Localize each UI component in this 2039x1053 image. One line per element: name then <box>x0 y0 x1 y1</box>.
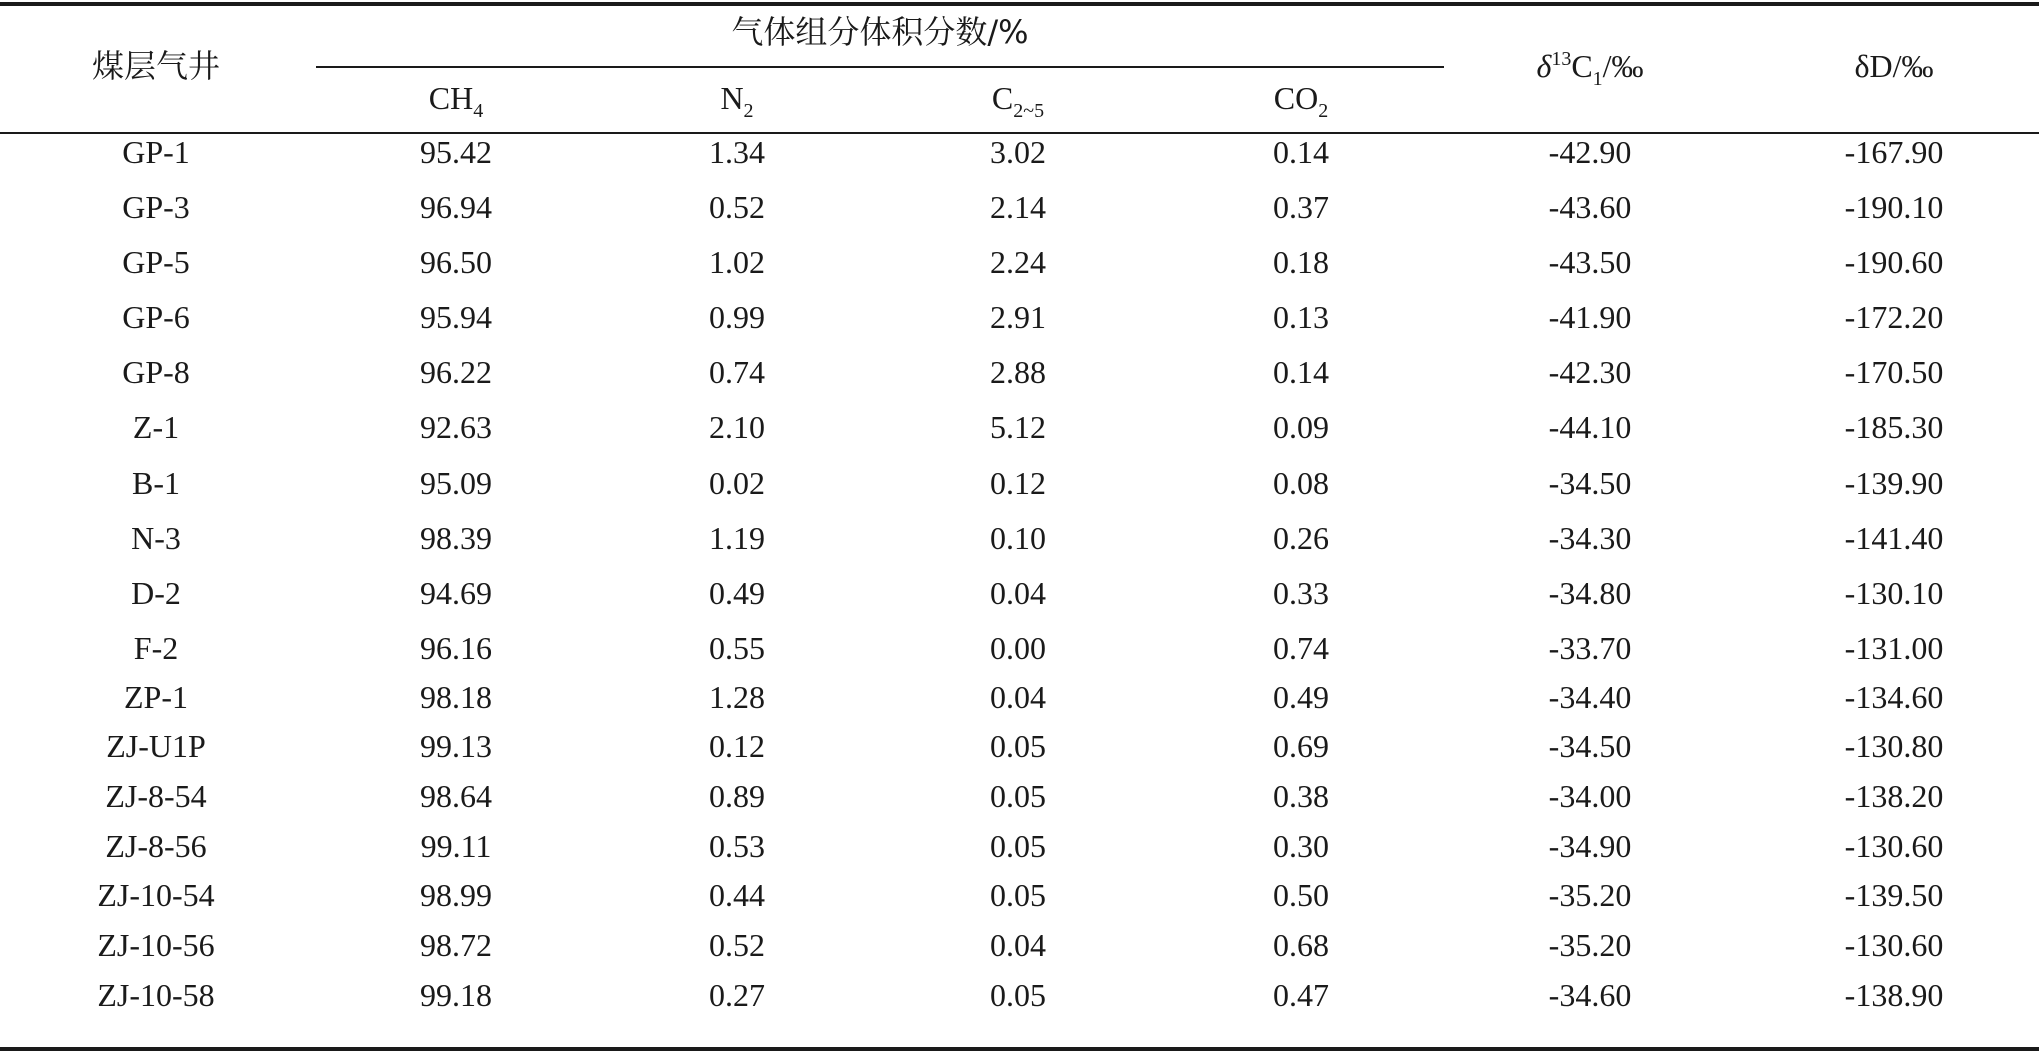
cell-deltad: -130.60 <box>1844 927 1944 963</box>
cell-ch4: 92.63 <box>420 409 492 445</box>
cell-c2-5: 0.04 <box>990 679 1046 715</box>
cell-well: ZJ-10-56 <box>97 927 215 963</box>
cell-deltad: -190.10 <box>1844 189 1944 225</box>
cell-delta13c1: -34.00 <box>1548 778 1632 814</box>
cell-deltad: -139.90 <box>1844 465 1944 501</box>
cell-ch4: 98.72 <box>420 927 492 963</box>
cell-delta13c1: -43.60 <box>1548 189 1632 225</box>
cell-c2-5: 0.10 <box>990 520 1046 556</box>
cell-well: GP-6 <box>122 299 190 335</box>
cell-co2: 0.26 <box>1273 520 1329 556</box>
cell-well: Z-1 <box>132 409 180 445</box>
header-co2: $CO_2$ <box>1273 80 1329 122</box>
cell-deltad: -141.40 <box>1844 520 1944 556</box>
cell-n2: 1.28 <box>709 679 765 715</box>
cell-n2: 0.27 <box>709 977 765 1013</box>
cell-n2: 0.49 <box>709 575 765 611</box>
header-n2: $N_2$ <box>720 80 754 122</box>
cell-ch4: 95.09 <box>420 465 492 501</box>
table-bottom-rule <box>0 1047 2039 1051</box>
cell-well: B-1 <box>132 465 180 501</box>
cell-n2: 0.52 <box>709 189 765 225</box>
cell-c2-5: 0.05 <box>990 778 1046 814</box>
cell-well: ZJ-8-54 <box>105 778 207 814</box>
cell-co2: 0.74 <box>1273 630 1329 666</box>
cell-n2: 0.52 <box>709 927 765 963</box>
header-c2-5: $C_{2\sim 5}$ <box>991 80 1045 122</box>
cell-co2: 0.37 <box>1273 189 1329 225</box>
cell-delta13c1: -41.90 <box>1548 299 1632 335</box>
cell-delta13c1: -44.10 <box>1548 409 1632 445</box>
cell-ch4: 94.69 <box>420 575 492 611</box>
cell-deltad: -130.10 <box>1844 575 1944 611</box>
table-top-rule <box>0 2 2039 6</box>
cell-co2: 0.08 <box>1273 465 1329 501</box>
cell-ch4: 96.50 <box>420 244 492 280</box>
cell-co2: 0.38 <box>1273 778 1329 814</box>
cell-c2-5: 0.12 <box>990 465 1046 501</box>
cell-ch4: 98.39 <box>420 520 492 556</box>
cell-co2: 0.47 <box>1273 977 1329 1013</box>
cell-c2-5: 3.02 <box>990 134 1046 170</box>
cell-well: GP-8 <box>122 354 190 390</box>
cell-n2: 0.99 <box>709 299 765 335</box>
cell-c2-5: 0.05 <box>990 877 1046 913</box>
cell-deltad: -138.20 <box>1844 778 1944 814</box>
cell-delta13c1: -43.50 <box>1548 244 1632 280</box>
cell-delta13c1: -35.20 <box>1548 927 1632 963</box>
cell-co2: 0.09 <box>1273 409 1329 445</box>
cell-well: F-2 <box>133 630 179 666</box>
cell-c2-5: 2.14 <box>990 189 1046 225</box>
cell-co2: 0.50 <box>1273 877 1329 913</box>
cell-ch4: 99.18 <box>420 977 492 1013</box>
cell-well: GP-3 <box>122 189 190 225</box>
cell-ch4: 99.13 <box>420 728 492 764</box>
cell-c2-5: 2.88 <box>990 354 1046 390</box>
cell-co2: 0.68 <box>1273 927 1329 963</box>
cell-co2: 0.14 <box>1273 134 1329 170</box>
cell-co2: 0.30 <box>1273 828 1329 864</box>
cell-n2: 0.12 <box>709 728 765 764</box>
cell-co2: 0.18 <box>1273 244 1329 280</box>
cell-well: ZJ-U1P <box>106 728 206 764</box>
cell-c2-5: 0.04 <box>990 575 1046 611</box>
cell-well: GP-1 <box>122 134 190 170</box>
cell-well: ZJ-10-58 <box>97 977 215 1013</box>
cell-delta13c1: -33.70 <box>1548 630 1632 666</box>
cell-c2-5: 0.04 <box>990 927 1046 963</box>
cell-delta13c1: -35.20 <box>1548 877 1632 913</box>
cell-delta13c1: -34.40 <box>1548 679 1632 715</box>
cell-delta13c1: -42.90 <box>1548 134 1632 170</box>
header-deltad: δD/‰ <box>1854 48 1934 84</box>
cell-n2: 0.44 <box>709 877 765 913</box>
cell-ch4: 99.11 <box>420 828 492 864</box>
header-ch4: $CH_4$ <box>428 80 484 122</box>
cell-deltad: -130.60 <box>1844 828 1944 864</box>
cell-deltad: -130.80 <box>1844 728 1944 764</box>
cell-deltad: -170.50 <box>1844 354 1944 390</box>
header-delta13c1: $\delta^{13}C_1/‰$ <box>1536 48 1644 90</box>
cell-well: ZJ-8-56 <box>105 828 207 864</box>
cell-well: ZP-1 <box>124 679 188 715</box>
cell-ch4: 98.99 <box>420 877 492 913</box>
cell-c2-5: 0.05 <box>990 728 1046 764</box>
cell-ch4: 96.94 <box>420 189 492 225</box>
cell-deltad: -190.60 <box>1844 244 1944 280</box>
cell-n2: 1.02 <box>709 244 765 280</box>
cell-n2: 0.55 <box>709 630 765 666</box>
cell-well: N-3 <box>131 520 181 556</box>
cell-ch4: 95.94 <box>420 299 492 335</box>
cell-delta13c1: -42.30 <box>1548 354 1632 390</box>
cell-co2: 0.69 <box>1273 728 1329 764</box>
cell-well: D-2 <box>131 575 181 611</box>
group-header-rule <box>316 66 1444 68</box>
cell-deltad: -172.20 <box>1844 299 1944 335</box>
cell-delta13c1: -34.60 <box>1548 977 1632 1013</box>
cell-n2: 0.74 <box>709 354 765 390</box>
cell-co2: 0.14 <box>1273 354 1329 390</box>
cell-deltad: -185.30 <box>1844 409 1944 445</box>
cell-ch4: 98.18 <box>420 679 492 715</box>
cell-co2: 0.13 <box>1273 299 1329 335</box>
header-well: 煤层气井 <box>91 47 221 85</box>
cell-co2: 0.49 <box>1273 679 1329 715</box>
cell-c2-5: 2.24 <box>990 244 1046 280</box>
cell-n2: 1.19 <box>709 520 765 556</box>
cell-n2: 1.34 <box>709 134 765 170</box>
cell-delta13c1: -34.30 <box>1548 520 1632 556</box>
cell-c2-5: 0.05 <box>990 977 1046 1013</box>
cell-c2-5: 5.12 <box>990 409 1046 445</box>
cell-c2-5: 0.00 <box>990 630 1046 666</box>
cell-deltad: -139.50 <box>1844 877 1944 913</box>
cell-delta13c1: -34.90 <box>1548 828 1632 864</box>
cell-deltad: -131.00 <box>1844 630 1944 666</box>
header-gas-composition: 气体组分体积分数/% <box>731 13 1029 51</box>
cell-n2: 0.89 <box>709 778 765 814</box>
cell-ch4: 96.16 <box>420 630 492 666</box>
cell-c2-5: 2.91 <box>990 299 1046 335</box>
cell-ch4: 98.64 <box>420 778 492 814</box>
cell-n2: 0.53 <box>709 828 765 864</box>
cell-delta13c1: -34.50 <box>1548 465 1632 501</box>
cell-ch4: 96.22 <box>420 354 492 390</box>
cell-n2: 2.10 <box>709 409 765 445</box>
cell-well: GP-5 <box>122 244 190 280</box>
cell-co2: 0.33 <box>1273 575 1329 611</box>
cell-n2: 0.02 <box>709 465 765 501</box>
cell-deltad: -167.90 <box>1844 134 1944 170</box>
cell-delta13c1: -34.80 <box>1548 575 1632 611</box>
cell-c2-5: 0.05 <box>990 828 1046 864</box>
cell-delta13c1: -34.50 <box>1548 728 1632 764</box>
cell-deltad: -138.90 <box>1844 977 1944 1013</box>
cell-deltad: -134.60 <box>1844 679 1944 715</box>
cell-well: ZJ-10-54 <box>97 877 215 913</box>
cell-ch4: 95.42 <box>420 134 492 170</box>
